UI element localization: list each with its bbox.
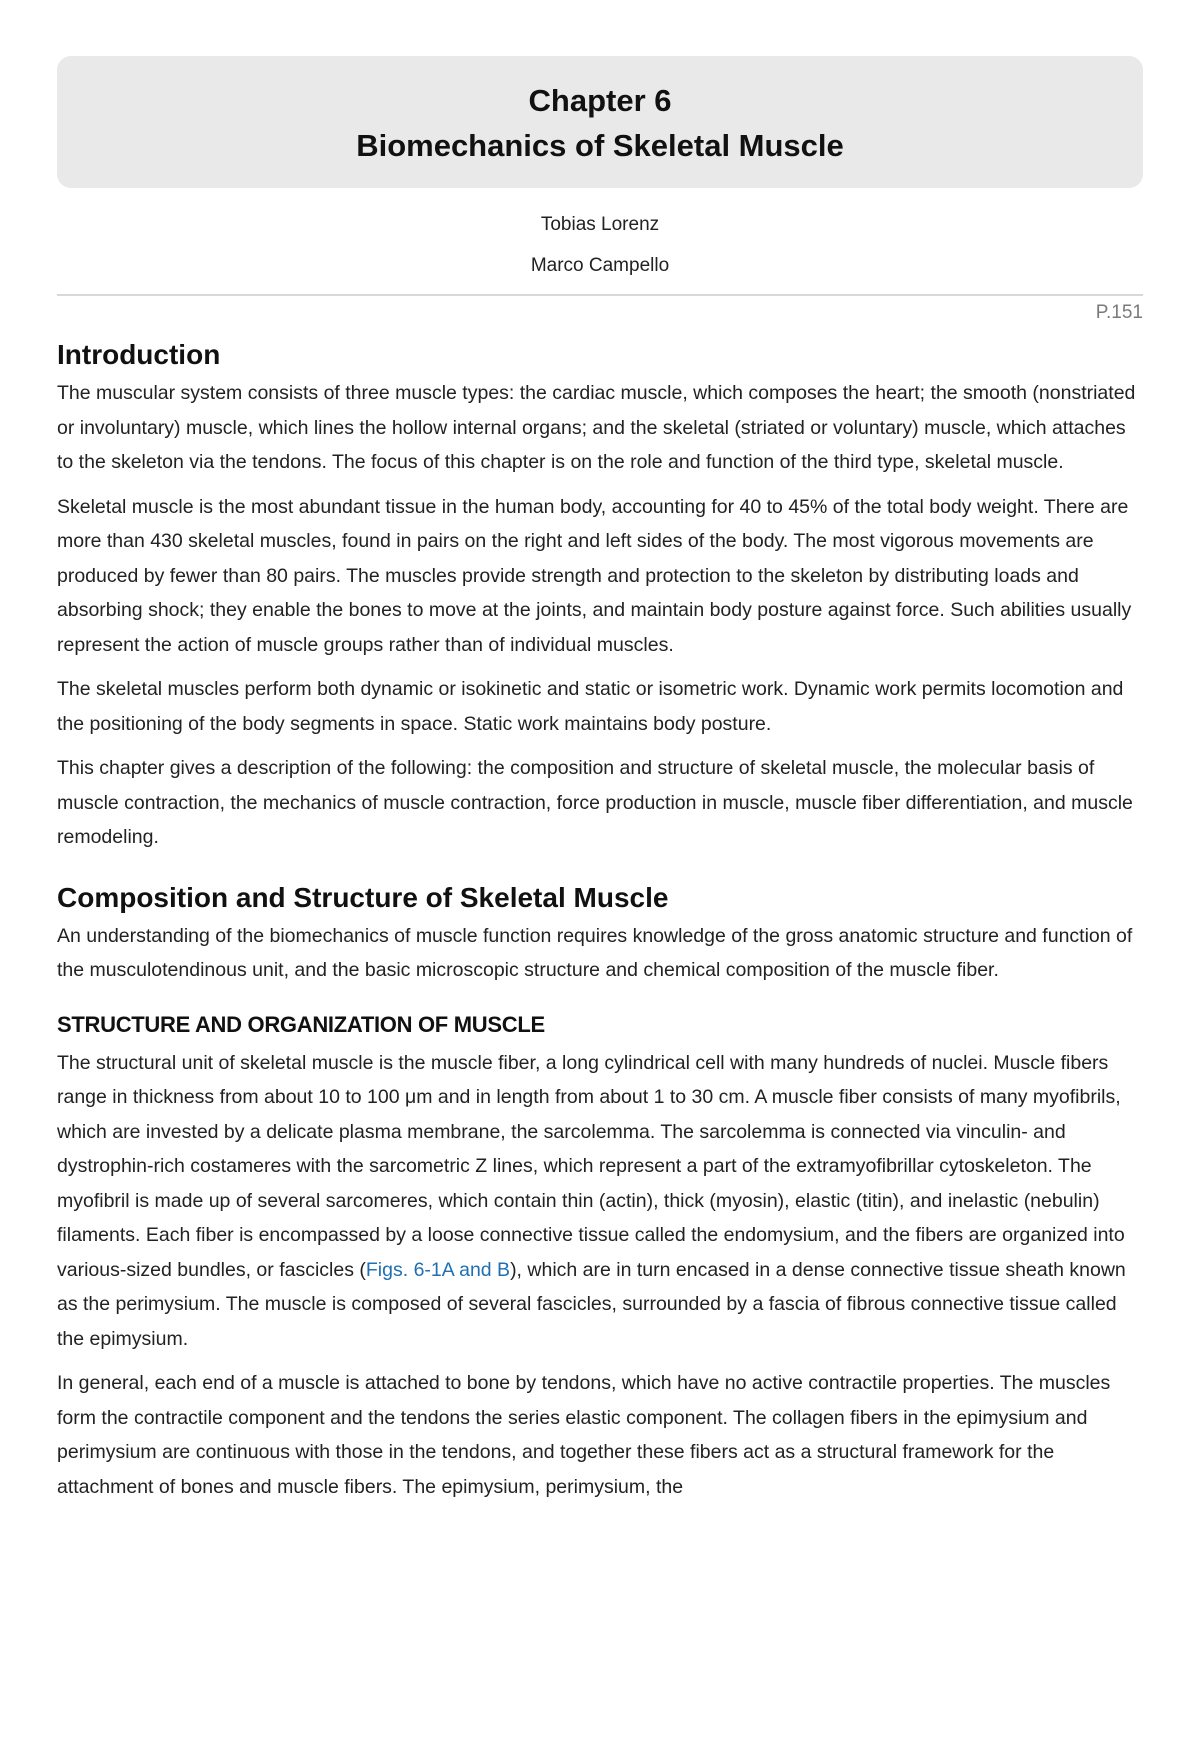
- header-divider: [57, 294, 1143, 296]
- paragraph: Skeletal muscle is the most abundant tissue in the human body, accounting for 40 to 45% of the total body weight. There are more than 430 skeletal muscles, found in pairs on the right and left sides of the body. The most vigorous movements are produced by fewer than 80 pairs. The muscles provide strength and protection to the skeleton by distributing loads and absorbing shock; they enable the bones to move at the joints, and maintain body posture against force. Such abilities usually represent the action of muscle groups rather than of individual muscles.: [57, 495, 1132, 656]
- author-name: Tobias Lorenz: [540, 214, 660, 235]
- paragraph-text: The structural unit of skeletal muscle is the muscle fiber, a long cylindrical cell with many hundreds of nuclei. Muscle fibers range in thickness from about 10 to 100 μm and in length from about 1 to 30 cm. A muscle fiber consists of many myofibrils, which are invested by a delicate plasma membrane, the sarcolemma. The sarcolemma is connected via vinculin- and dystrophin-rich costameres with the sarcometric Z lines, which represent a part of the extramyofibrillar cytoskeleton. The myofibril is made up of several sarcomeres, which contain thin (actin), thick (myosin), elastic (titin), and inelastic (nebulin) filaments. Each fiber is encompassed by a loose connective tissue called the endomysium, and the fibers are organized into various-sized bundles, or fascicles (: [57, 1051, 1125, 1281]
- paragraph: An understanding of the biomechanics of muscle function requires knowledge of the gross anatomic structure and function of the musculotendinous unit, and the basic microscopic structure and chemical composition of the muscle fiber.: [57, 924, 1133, 981]
- paragraph: The skeletal muscles perform both dynamic or isokinetic and static or isometric work. Dynamic work permits locomotion and the positioning of the body segments in space. Static work maintains body posture.: [57, 678, 1124, 735]
- section-heading-composition: Composition and Structure of Skeletal Muscle: [57, 881, 669, 913]
- author-list: [57, 204, 1143, 286]
- paragraph: This chapter gives a description of the following: the composition and structure of skeletal muscle, the molecular basis of muscle contraction, the mechanics of muscle contraction, force production in muscle, muscle fiber differentiation, and muscle remodeling.: [57, 757, 1133, 848]
- document-page: [0, 56, 1200, 1754]
- paragraph: The muscular system consists of three muscle types: the cardiac muscle, which composes the heart; the smooth (nonstriated or involuntary) muscle, which lines the hollow internal organs; and the skeletal (striated or voluntary) muscle, which attaches to the skeleton via the tendons. The focus of this chapter is on the role and function of the third type, skeletal muscle.: [57, 382, 1136, 473]
- paragraph: [57, 1046, 1143, 1357]
- chapter-title: Biomechanics of Skeletal Muscle: [356, 128, 844, 163]
- page-marker: P.151: [1095, 302, 1143, 323]
- chapter-number: Chapter 6: [528, 83, 672, 118]
- subsection-heading-structure: STRUCTURE AND ORGANIZATION OF MUSCLE: [57, 1011, 545, 1037]
- paragraph: In general, each end of a muscle is attached to bone by tendons, which have no active contractile properties. The muscles form the contractile component and the tendons the series elastic component. The collagen fibers in the epimysium and perimysium are continuous with those in the tendons, and together these fibers act as a structural framework for the attachment of bones and muscle fibers. The epimysium, perimysium, the: [57, 1372, 1111, 1498]
- author-name: Marco Campello: [530, 255, 670, 276]
- figure-reference-link[interactable]: Figs. 6-1A and B: [365, 1258, 511, 1281]
- section-heading-introduction: Introduction: [57, 339, 221, 370]
- paragraph-text: ), which are in turn encased in a dense connective tissue sheath known as the perimysium. The muscle is composed of several fascicles, surrounded by a fascia of fibrous connective tissue called the epimysium.: [57, 1258, 1126, 1350]
- chapter-header: [57, 56, 1143, 188]
